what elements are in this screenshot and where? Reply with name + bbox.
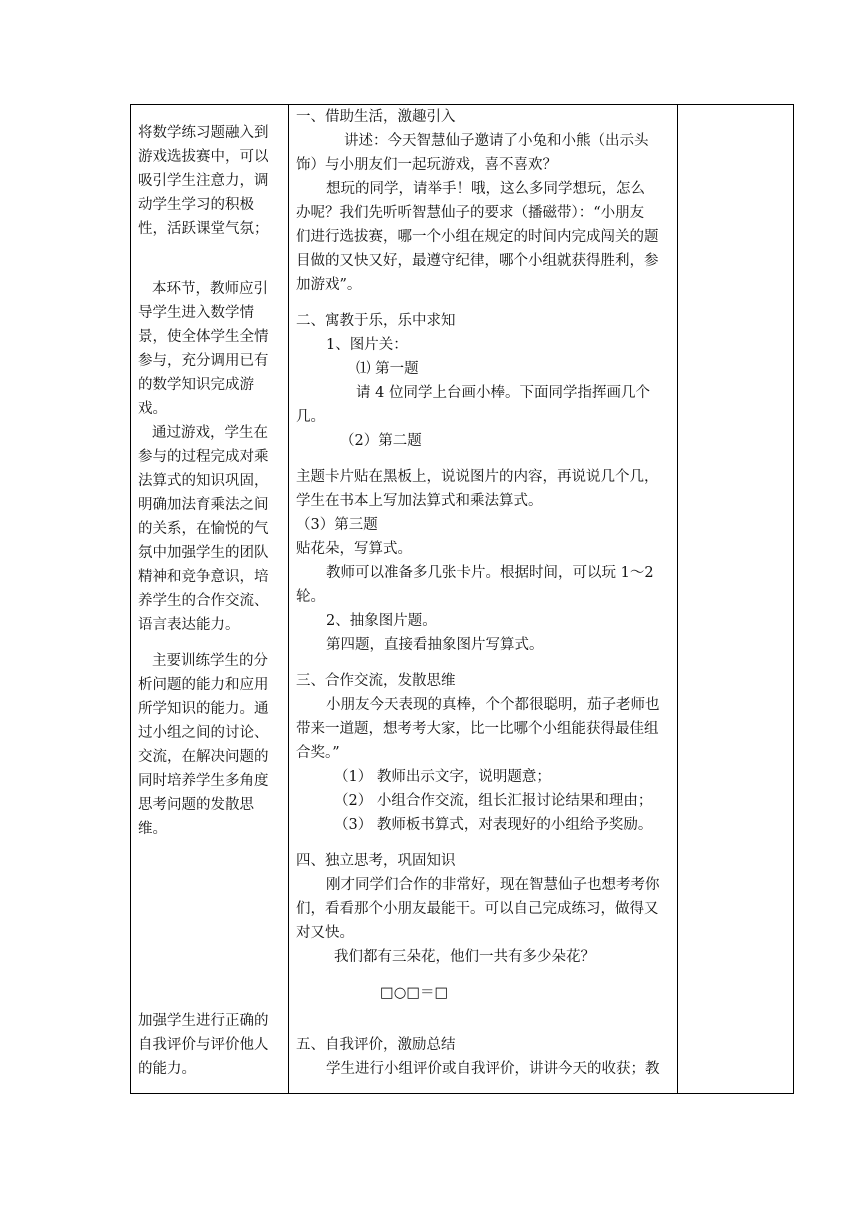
lesson-text-line: 请 4 位同学上台画小棒。下面同学指挥画几个 [356,385,650,401]
design-note-line: 氛中加强学生的团队 [138,545,269,561]
design-note-line: 交流，在解决问题的 [138,749,269,765]
lesson-text-line: 办呢？我们先听听智慧仙子的要求（播磁带）：“小朋友 [296,205,645,221]
lesson-text-line: 刚才同学们合作的非常好，现在智慧仙子也想考考你 [326,877,660,893]
lesson-text-line: 们进行选拔赛，哪一个小组在规定的时间内完成闯关的题 [296,229,659,245]
design-note-line: 所学知识的能力。通 [138,701,269,717]
lesson-text-line: 加游戏”。 [296,277,362,293]
design-note-line: 主要训练学生的分 [152,653,268,669]
design-note-line: 戏。 [138,401,167,417]
lesson-text-line: 小朋友今天表现的真棒，个个都很聪明，茄子老师也 [326,697,660,713]
design-note-line: 的关系，在愉悦的气 [138,521,269,537]
design-note-line: 性，活跃课堂气氛； [138,221,269,237]
lesson-text-line: 饰）与小朋友们一起玩游戏，喜不喜欢？ [296,157,557,173]
design-note-line: 游戏选拔赛中，可以 [138,149,269,165]
lesson-text-line: 对又快。 [296,925,354,941]
design-note-line: 同时培养学生多角度 [138,773,269,789]
lesson-text-line: 第四题，直接看抽象图片写算式。 [326,637,544,653]
lesson-text-line: □○□＝□ [380,985,449,1001]
lesson-text-line: 带来一道题，想考考大家，比一比哪个小组能获得最佳组 [296,721,659,737]
design-note-line: 加强学生进行正确的 [138,1013,269,1029]
design-note-line: 维。 [138,821,167,837]
lesson-text-line: 轮。 [296,589,325,605]
design-note-line: 景，使全体学生全情 [138,329,269,345]
design-note-line: 本环节，教师应引 [152,281,268,297]
lesson-text-line: 贴花朵，写算式。 [296,541,412,557]
lesson-text-line: 们，看看那个小朋友最能干。可以自己完成练习，做得又 [296,901,659,917]
lesson-text-line: 2、抽象图片题。 [326,613,437,629]
lesson-text-line: 几。 [296,409,325,425]
design-note-line: 的能力。 [138,1061,196,1077]
lesson-text-line: 五、自我评价，激励总结 [296,1037,456,1053]
design-note-line: 养学生的合作交流、 [138,593,269,609]
design-note-line: 的数学知识完成游 [138,377,254,393]
lesson-text-line: 学生在书本上写加法算式和乘法算式。 [296,493,543,509]
column-divider-left [288,104,289,1094]
lesson-text-line: 学生进行小组评价或自我评价，讲讲今天的收获；教 [326,1061,660,1077]
design-note-line: 将数学练习题融入到 [138,125,269,141]
column-divider-right [677,104,678,1094]
lesson-text-line: （2） 小组合作交流，组长汇报讨论结果和理由； [334,793,653,809]
lesson-text-line: （1） 教师出示文字，说明题意； [334,769,551,785]
design-note-line: 导学生进入数学情 [138,305,254,321]
design-note-line: 法算式的知识巩固， [138,473,269,489]
design-note-line: 精神和竞争意识，培 [138,569,269,585]
lesson-text-line: 目做的又快又好，最遵守纪律，哪个小组就获得胜利，参 [296,253,659,269]
lesson-text-line: （3） 教师板书算式，对表现好的小组给予奖励。 [334,817,653,833]
design-note-line: 吸引学生注意力，调 [138,173,269,189]
design-note-line: 语言表达能力。 [138,617,240,633]
design-note-line: 过小组之间的讨论、 [138,725,269,741]
lesson-text-line: 想玩的同学，请举手！哦，这么多同学想玩，怎么 [326,181,645,197]
lesson-text-line: （2）第二题 [340,433,422,449]
design-note-line: 明确加法育乘法之间 [138,497,269,513]
lesson-text-line: ⑴ 第一题 [356,361,419,377]
lesson-text-line: 三、合作交流，发散思维 [296,673,456,689]
lesson-text-line: 合奖。” [296,745,340,761]
lesson-text-line: 一、借助生活，激趣引入 [296,109,456,125]
design-note-line: 动学生学习的积极 [138,197,254,213]
lesson-text-line: （3）第三题 [296,517,378,533]
design-note-line: 思考问题的发散思 [138,797,254,813]
design-note-line: 参与的过程完成对乘 [138,449,269,465]
design-note-line: 通过游戏，学生在 [152,425,268,441]
lesson-text-line: 我们都有三朵花，他们一共有多少朵花？ [334,949,595,965]
lesson-text-line: 主题卡片贴在黑板上，说说图片的内容，再说说几个几， [296,469,659,485]
design-note-line: 参与，充分调用已有 [138,353,269,369]
design-note-line: 析问题的能力和应用 [138,677,269,693]
design-note-line: 自我评价与评价他人 [138,1037,269,1053]
lesson-text-line: 二、寓教于乐，乐中求知 [296,313,456,329]
lesson-text-line: 讲述：今天智慧仙子邀请了小兔和小熊（出示头 [344,133,649,149]
lesson-text-line: 1、图片关： [326,337,408,353]
lesson-text-line: 教师可以准备多几张卡片。根据时间，可以玩 1～2 [326,565,654,581]
lesson-text-line: 四、独立思考，巩固知识 [296,853,456,869]
